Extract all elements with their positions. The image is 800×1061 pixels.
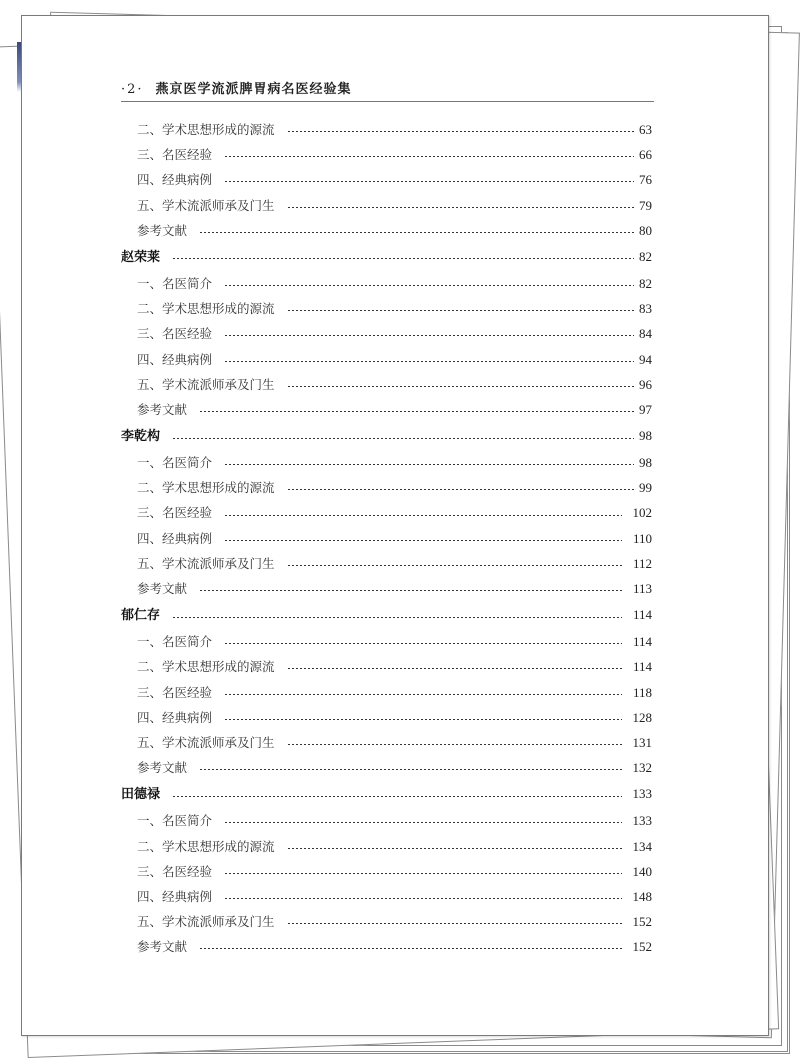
toc-page-number: 99 <box>639 480 652 496</box>
toc-page-number: 84 <box>639 326 652 342</box>
dot-leader <box>224 515 622 516</box>
toc-entry-label: 二、学术思想形成的源流 <box>137 480 275 496</box>
toc-page-number: 132 <box>632 760 652 776</box>
toc-page-number: 66 <box>639 147 652 163</box>
dot-leader <box>224 719 622 720</box>
dot-leader <box>224 156 634 157</box>
dot-leader <box>287 310 634 311</box>
toc-entry-label: 参考文献 <box>137 401 188 417</box>
toc-page-number: 97 <box>639 401 652 417</box>
toc-entry[interactable] <box>121 859 652 884</box>
toc-entry-label: 四、经典病例 <box>137 530 213 546</box>
dot-leader <box>287 131 634 132</box>
toc-page-number: 98 <box>639 428 652 444</box>
toc-page-number: 98 <box>639 455 652 471</box>
toc-entry-label: 二、学术思想形成的源流 <box>137 122 275 137</box>
toc-entry-label: 五、学术流派师承及门生 <box>137 376 275 392</box>
toc-page-number: 94 <box>639 351 652 367</box>
toc-entry[interactable] <box>121 551 652 576</box>
dot-leader <box>224 822 622 823</box>
toc-entry[interactable] <box>121 654 652 679</box>
header-rule <box>121 101 654 102</box>
toc-entry-label: 参考文献 <box>137 939 188 955</box>
toc-page-number: 128 <box>632 709 652 725</box>
toc-entry[interactable] <box>121 500 652 525</box>
dot-leader <box>224 540 622 541</box>
dot-leader <box>199 590 622 591</box>
table-of-contents <box>121 117 652 959</box>
toc-page-number: 79 <box>639 197 652 213</box>
dot-leader <box>287 489 634 490</box>
toc-page-number: 63 <box>639 122 652 137</box>
toc-entry[interactable] <box>121 347 652 372</box>
dot-leader <box>224 181 634 182</box>
toc-page-number: 80 <box>639 222 652 238</box>
dot-leader <box>199 411 634 412</box>
toc-page-number: 112 <box>632 555 652 571</box>
toc-page-number: 114 <box>632 634 652 650</box>
toc-entry[interactable] <box>121 808 652 833</box>
toc-entry-label: 五、学术流派师承及门生 <box>137 914 275 930</box>
toc-entry-label: 三、名医经验 <box>137 505 213 521</box>
toc-entry-label: 四、经典病例 <box>137 709 213 725</box>
toc-entry[interactable] <box>121 296 652 321</box>
toc-entry[interactable] <box>121 730 652 755</box>
toc-entry-label: 五、学术流派师承及门生 <box>137 555 275 571</box>
page-folio: ·2· <box>121 82 144 97</box>
toc-physician-entry[interactable] <box>121 780 652 808</box>
physician-name: 赵荣莱 <box>121 249 161 265</box>
toc-entry[interactable] <box>121 834 652 859</box>
toc-entry[interactable] <box>121 680 652 705</box>
dot-leader <box>287 848 622 849</box>
running-head <box>121 78 654 97</box>
toc-entry-label: 二、学术思想形成的源流 <box>137 838 275 854</box>
dot-leader <box>199 769 622 770</box>
dot-leader <box>224 285 634 286</box>
toc-entry[interactable] <box>121 167 652 192</box>
toc-page-number: 82 <box>639 275 652 291</box>
toc-page-number: 76 <box>639 172 652 188</box>
toc-page-number: 148 <box>632 888 652 904</box>
dot-leader <box>199 232 634 233</box>
toc-entry[interactable] <box>121 142 652 167</box>
dot-leader <box>287 744 622 745</box>
toc-entry[interactable] <box>121 705 652 730</box>
toc-entry-label: 三、名医经验 <box>137 863 213 879</box>
toc-entry-label: 一、名医简介 <box>137 634 213 650</box>
dot-leader <box>224 643 622 644</box>
dot-leader <box>224 361 634 362</box>
toc-entry-label: 参考文献 <box>137 222 188 238</box>
toc-page-number: 140 <box>632 863 652 879</box>
dot-leader <box>287 386 634 387</box>
toc-entry[interactable] <box>121 271 652 296</box>
dot-leader <box>287 565 622 566</box>
toc-entry[interactable] <box>121 321 652 346</box>
toc-page-number: 152 <box>632 939 652 955</box>
toc-entry[interactable] <box>121 450 652 475</box>
toc-entry-label: 四、经典病例 <box>137 888 213 904</box>
toc-entry[interactable] <box>121 909 652 934</box>
toc-page-number: 102 <box>632 505 652 521</box>
toc-page-number: 133 <box>632 786 652 802</box>
physician-name: 田德禄 <box>121 787 161 803</box>
toc-page-number: 114 <box>632 659 652 675</box>
toc-page-number: 152 <box>632 914 652 930</box>
toc-entry[interactable] <box>121 397 652 422</box>
toc-entry-label: 二、学术思想形成的源流 <box>137 301 275 317</box>
toc-page-number: 113 <box>632 581 652 596</box>
toc-physician-entry[interactable] <box>121 601 652 629</box>
toc-entry-label: 参考文献 <box>137 581 188 596</box>
dot-leader <box>287 668 622 669</box>
dot-leader <box>224 873 622 874</box>
toc-entry-label: 五、学术流派师承及门生 <box>137 197 275 213</box>
toc-entry[interactable] <box>121 629 652 654</box>
toc-page-number: 83 <box>639 301 652 317</box>
book-title: 燕京医学流派脾胃病名医经验集 <box>155 82 352 97</box>
dot-leader <box>224 898 622 899</box>
dot-leader <box>224 464 634 465</box>
dot-leader <box>287 923 622 924</box>
toc-physician-entry[interactable] <box>121 422 652 450</box>
dot-leader <box>172 617 622 618</box>
toc-entry-label: 三、名医经验 <box>137 684 213 700</box>
toc-entry[interactable] <box>121 576 652 601</box>
dot-leader <box>199 948 622 949</box>
toc-entry-label: 一、名医简介 <box>137 275 213 291</box>
dot-leader <box>224 694 622 695</box>
toc-entry[interactable] <box>121 117 652 142</box>
physician-name: 郁仁存 <box>121 608 161 624</box>
toc-entry-label: 四、经典病例 <box>137 172 213 188</box>
dot-leader <box>287 207 634 208</box>
toc-entry-label: 一、名医简介 <box>137 813 213 829</box>
document-page <box>21 15 769 1036</box>
toc-page-number: 114 <box>632 607 652 623</box>
toc-physician-entry[interactable] <box>121 243 652 271</box>
toc-entry[interactable] <box>121 934 652 959</box>
physician-name: 李乾构 <box>121 429 161 445</box>
toc-entry-label: 三、名医经验 <box>137 326 213 342</box>
toc-entry-label: 五、学术流派师承及门生 <box>137 734 275 750</box>
toc-page-number: 133 <box>632 813 652 829</box>
toc-entry-label: 一、名医简介 <box>137 455 213 471</box>
dot-leader <box>172 438 634 439</box>
toc-entry-label: 二、学术思想形成的源流 <box>137 659 275 675</box>
toc-entry[interactable] <box>121 372 652 397</box>
toc-page-number: 118 <box>632 684 652 700</box>
toc-entry[interactable] <box>121 193 652 218</box>
dot-leader <box>172 796 622 797</box>
toc-entry[interactable] <box>121 475 652 500</box>
dot-leader <box>172 258 634 259</box>
toc-entry-label: 四、经典病例 <box>137 351 213 367</box>
toc-page-number: 134 <box>632 838 652 854</box>
toc-page-number: 131 <box>632 734 652 750</box>
toc-entry[interactable] <box>121 884 652 909</box>
toc-entry[interactable] <box>121 218 652 243</box>
toc-entry-label: 参考文献 <box>137 760 188 776</box>
toc-entry-label: 三、名医经验 <box>137 147 213 163</box>
toc-entry[interactable] <box>121 526 652 551</box>
toc-page-number: 96 <box>639 376 652 392</box>
toc-page-number: 110 <box>632 530 652 546</box>
toc-entry[interactable] <box>121 755 652 780</box>
dot-leader <box>224 335 634 336</box>
toc-page-number: 82 <box>639 248 652 264</box>
